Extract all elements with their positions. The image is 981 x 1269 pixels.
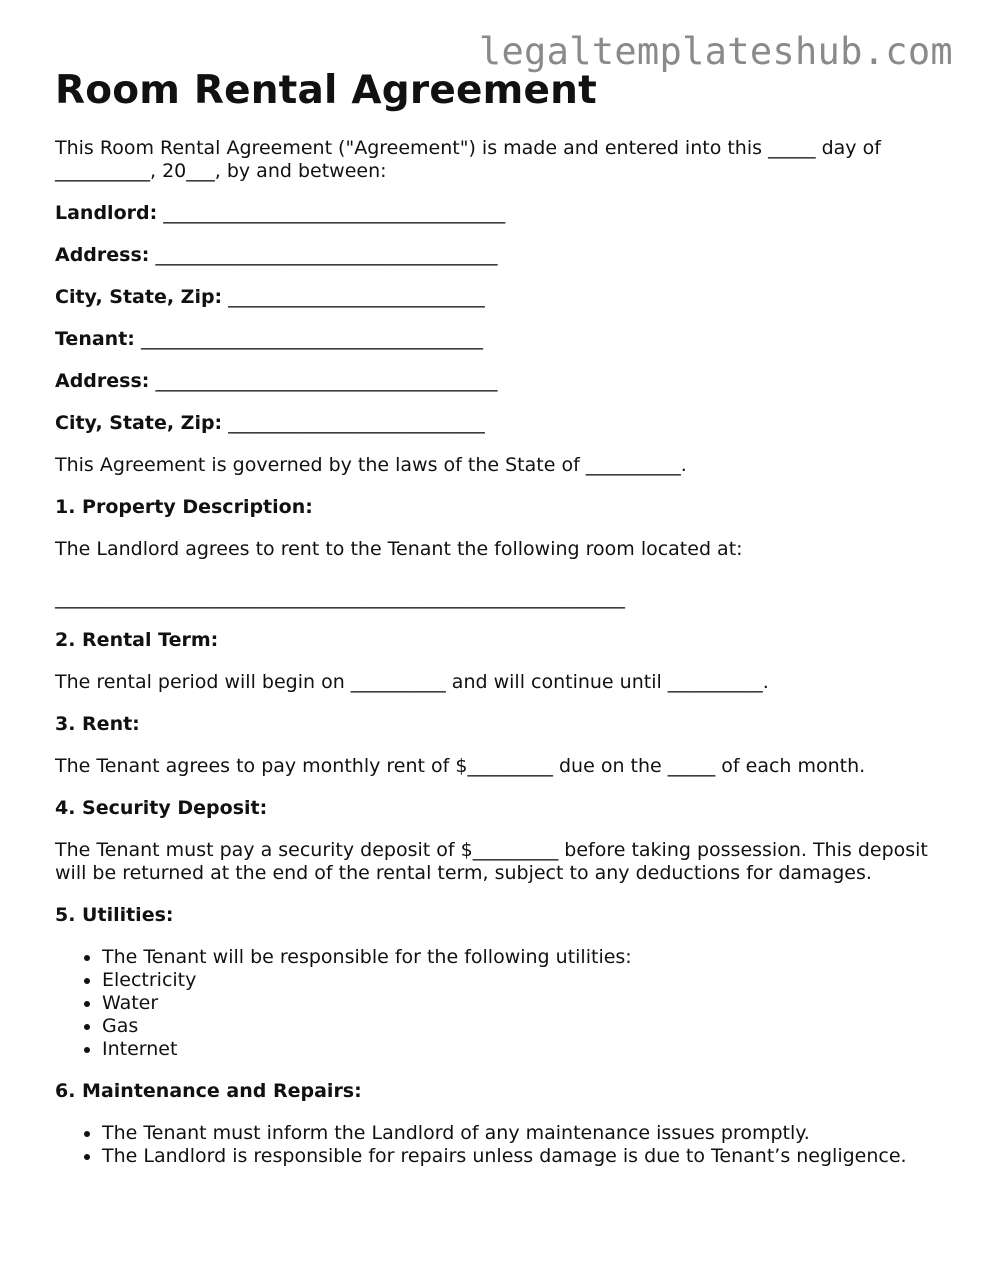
governing-law: This Agreement is governed by the laws of the State of __________.: [55, 454, 687, 476]
utilities-list: [55, 946, 935, 1061]
landlord-city-blank: ___________________________: [228, 286, 485, 308]
list-item: • Internet: [102, 1038, 935, 1061]
landlord-address-field: [55, 244, 935, 267]
tenant-address-field: [55, 370, 935, 393]
utilities-heading: 5. Utilities:: [55, 904, 174, 926]
rent-text: The Tenant agrees to pay monthly rent of $_________ due on the _____ of each month.: [55, 755, 866, 777]
tenant-blank: ____________________________________: [140, 328, 483, 350]
document-body: [55, 68, 935, 1187]
list-item: • Gas: [102, 1015, 935, 1038]
landlord-address-label: Address:: [55, 244, 150, 266]
property-address-blank: ____________________________________________________________: [55, 587, 625, 609]
tenant-city-field: [55, 412, 935, 435]
maintenance-heading: 6. Maintenance and Repairs:: [55, 1080, 362, 1102]
property-text: The Landlord agrees to rent to the Tenant the following room located at:: [55, 538, 743, 560]
term-heading: 2. Rental Term:: [55, 629, 219, 651]
tenant-address-blank: ____________________________________: [155, 370, 498, 392]
tenant-field: [55, 328, 935, 351]
landlord-blank: ____________________________________: [163, 202, 506, 224]
landlord-city-field: [55, 286, 935, 309]
deposit-text: The Tenant must pay a security deposit of $_________ before taking possession. This deposit will be returned at the end of the rental term, subject to any deductions for damages.: [55, 839, 928, 884]
landlord-field: [55, 202, 935, 225]
deposit-heading: 4. Security Deposit:: [55, 797, 268, 819]
list-item: • Water: [102, 992, 935, 1015]
landlord-city-label: City, State, Zip:: [55, 286, 223, 308]
landlord-address-blank: ____________________________________: [155, 244, 498, 266]
list-item: • Electricity: [102, 969, 935, 992]
tenant-label: Tenant:: [55, 328, 135, 350]
page-title: Room Rental Agreement: [55, 68, 597, 113]
landlord-label: Landlord:: [55, 202, 158, 224]
rent-heading: 3. Rent:: [55, 713, 140, 735]
maintenance-list: [55, 1122, 935, 1168]
property-heading: 1. Property Description:: [55, 496, 313, 518]
list-item: • The Landlord is responsible for repairs unless damage is due to Tenant’s negligence.: [102, 1145, 935, 1168]
term-text: The rental period will begin on __________ and will continue until __________.: [55, 671, 769, 693]
intro-paragraph: This Room Rental Agreement ("Agreement") is made and entered into this _____ day of __________, 20___, by and between:: [55, 137, 881, 182]
tenant-city-blank: ___________________________: [228, 412, 485, 434]
watermark: legaltemplateshub.com: [478, 30, 953, 73]
list-item: • The Tenant will be responsible for the following utilities:: [102, 946, 935, 969]
tenant-city-label: City, State, Zip:: [55, 412, 223, 434]
tenant-address-label: Address:: [55, 370, 150, 392]
list-item: • The Tenant must inform the Landlord of any maintenance issues promptly.: [102, 1122, 935, 1145]
